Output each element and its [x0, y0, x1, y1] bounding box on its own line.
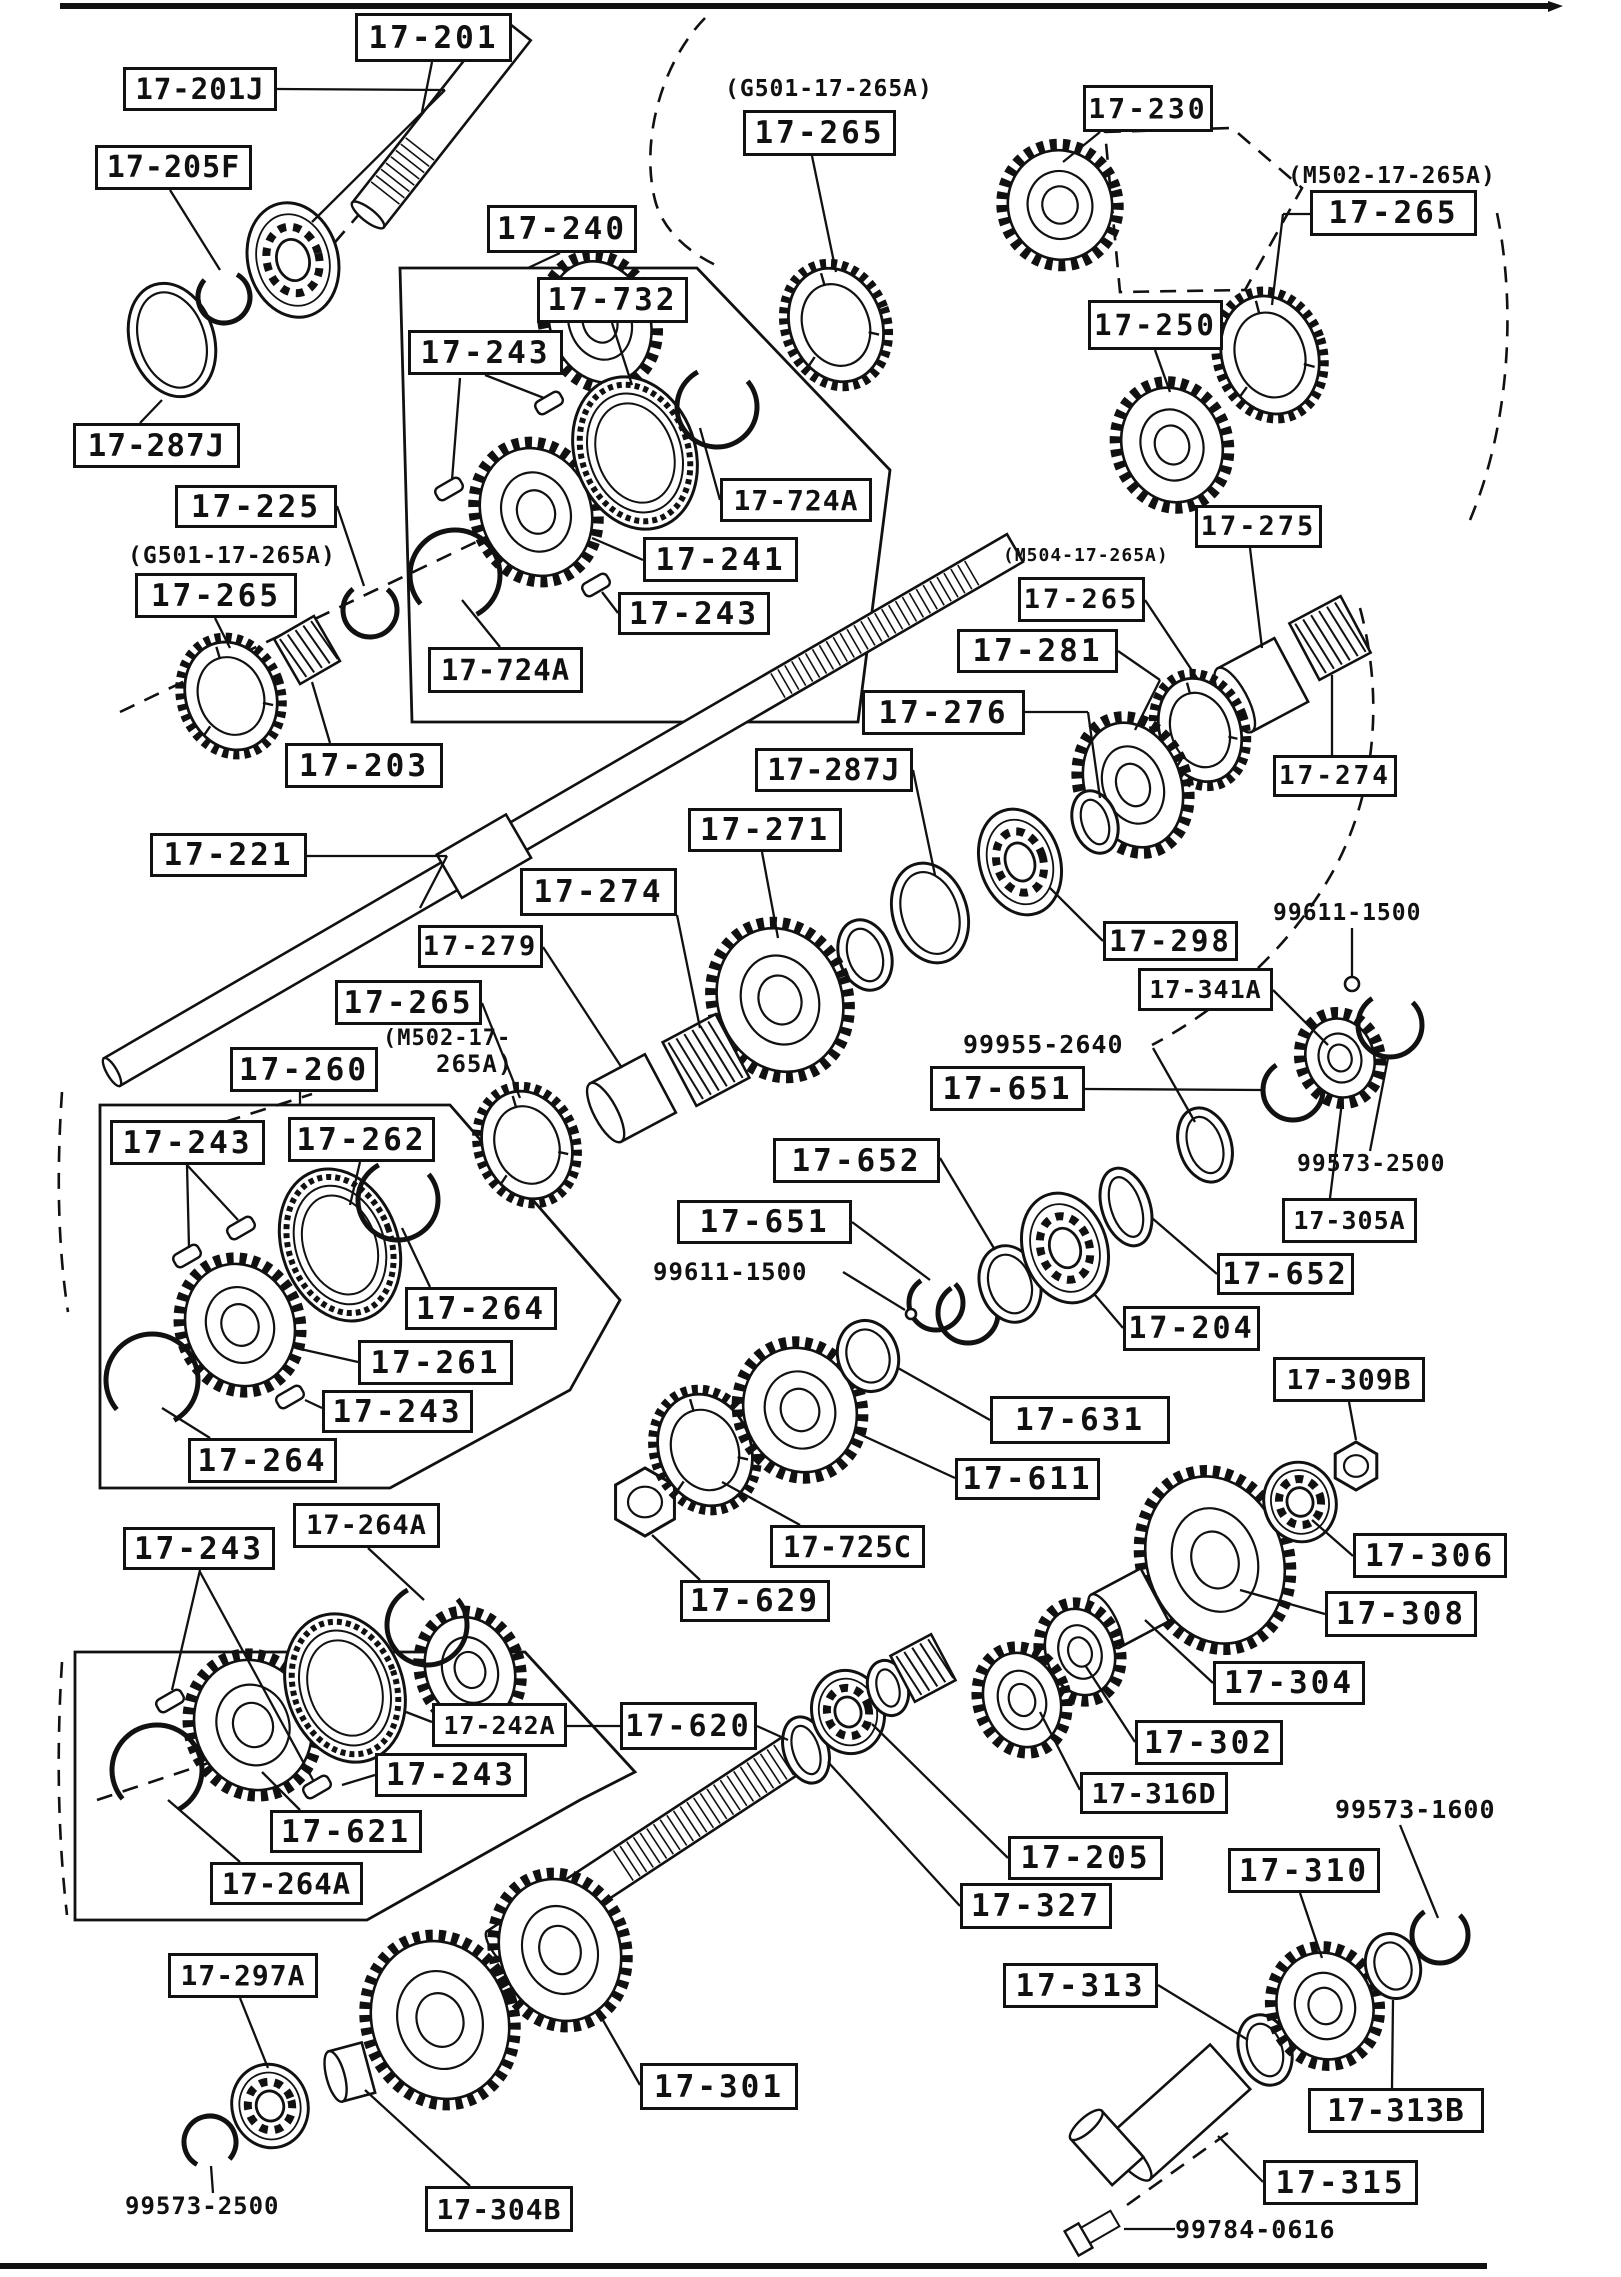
part-number-label: 17-262	[288, 1117, 435, 1162]
key-illustration	[301, 1774, 332, 1800]
part-number-label: 17-265	[335, 980, 482, 1025]
part-ref-caption: 99955-2640	[963, 1029, 1124, 1059]
part-number-label: 17-271	[688, 808, 842, 852]
part-number-label: 17-631	[990, 1396, 1170, 1444]
part-number-label: 17-241	[643, 537, 798, 582]
part-number-label: 17-243	[375, 1753, 527, 1797]
bolt-illustration	[1065, 2206, 1122, 2255]
part-number-label: 17-243	[408, 330, 563, 375]
part-number-label: 17-250	[1088, 300, 1223, 350]
part-number-label: 17-274	[520, 868, 677, 916]
ring-illustration	[114, 272, 230, 408]
part-number-label: 17-305A	[1282, 1198, 1417, 1243]
part-number-label: 17-304	[1213, 1661, 1365, 1705]
synchro-illustration	[460, 1072, 593, 1218]
part-number-label: 17-274	[1273, 755, 1397, 797]
part-number-label: 17-264A	[293, 1503, 440, 1548]
part-number-label: 17-652	[1217, 1253, 1354, 1295]
part-number-label: 17-306	[1353, 1533, 1507, 1578]
part-number-label: 17-260	[230, 1047, 378, 1092]
part-ref-caption: (G501-17-265A)	[725, 76, 933, 102]
part-number-label: 17-265	[135, 573, 297, 618]
part-number-label: 17-620	[620, 1702, 757, 1750]
key-illustration	[154, 1688, 185, 1714]
bearing-illustration	[965, 798, 1074, 925]
part-number-label: 17-651	[930, 1066, 1085, 1111]
ball-illustration	[1345, 977, 1359, 991]
part-ref-caption: 265A)	[436, 1050, 514, 1078]
gear-illustration	[988, 131, 1132, 279]
bearing-illustration	[235, 192, 352, 327]
part-ref-caption: (M502-17-265A)	[1288, 163, 1496, 189]
nut-illustration	[1335, 1442, 1377, 1490]
part-number-label: 17-304B	[425, 2186, 573, 2232]
key-illustration	[274, 1384, 305, 1410]
part-number-label: 17-621	[270, 1810, 422, 1853]
part-number-label: 17-243	[123, 1527, 275, 1570]
part-number-label: 17-243	[618, 592, 770, 635]
part-number-label: 17-315	[1263, 2160, 1418, 2205]
part-number-label: 17-327	[960, 1883, 1112, 1929]
part-number-label: 17-264A	[210, 1862, 363, 1905]
part-number-label: 17-205F	[95, 145, 252, 190]
part-number-label: 17-240	[487, 205, 637, 253]
part-number-label: 17-287J	[73, 423, 240, 468]
cage-illustration	[1289, 596, 1370, 680]
part-number-label: 17-265	[743, 110, 896, 156]
part-number-label: 17-281	[957, 629, 1118, 673]
part-number-label: 17-287J	[755, 748, 913, 792]
part-number-label: 17-201J	[123, 67, 277, 111]
part-ref-caption: 99573-2500	[125, 2192, 280, 2220]
part-ref-caption: 99611-1500	[653, 1257, 808, 1286]
part-number-label: 17-302	[1135, 1720, 1283, 1765]
nut-illustration	[616, 1468, 675, 1536]
part-number-label: 17-652	[773, 1138, 940, 1183]
gear-illustration	[1288, 1002, 1393, 1114]
key-illustration	[433, 476, 464, 502]
part-number-label: 17-313	[1003, 1963, 1158, 2008]
part-number-label: 17-265	[1018, 577, 1145, 622]
ring-illustration	[1169, 1101, 1242, 1189]
key-illustration	[533, 390, 564, 416]
part-number-label: 17-264	[405, 1287, 557, 1330]
part-ref-caption: 99573-1600	[1335, 1794, 1496, 1824]
part-number-label: 17-243	[322, 1390, 473, 1433]
key-illustration	[171, 1243, 202, 1269]
snap-illustration	[898, 1265, 974, 1341]
part-number-label: 17-275	[1195, 505, 1322, 548]
part-number-label: 17-230	[1083, 85, 1213, 132]
part-number-label: 17-261	[358, 1340, 513, 1385]
part-number-label: 17-221	[150, 833, 307, 877]
part-ref-caption: 99784-0616	[1175, 2214, 1336, 2244]
cage-illustration	[274, 616, 340, 684]
part-number-label: 17-732	[537, 277, 688, 323]
part-number-label: 17-301	[640, 2063, 798, 2110]
part-number-label: 17-651	[677, 1200, 852, 1244]
gear-illustration	[1099, 367, 1245, 523]
part-number-label: 17-242A	[432, 1703, 567, 1747]
part-number-label: 17-279	[418, 925, 543, 968]
part-number-label: 17-316D	[1080, 1772, 1228, 1814]
part-ref-caption: 99611-1500	[1273, 900, 1422, 926]
part-number-label: 17-205	[1008, 1836, 1163, 1880]
ring-illustration	[879, 853, 981, 973]
part-number-label: 17-725C	[770, 1525, 925, 1568]
part-ref-caption: (M504-17-265A)	[1003, 544, 1169, 566]
part-number-label: 17-724A	[428, 647, 583, 693]
part-ref-caption: (M502-17-	[383, 1025, 512, 1051]
part-number-label: 17-264	[188, 1438, 337, 1483]
part-number-label: 17-313B	[1308, 2088, 1484, 2133]
part-number-label: 17-308	[1325, 1591, 1477, 1637]
part-ref-caption: (G501-17-265A)	[128, 543, 336, 569]
part-number-label: 17-611	[955, 1458, 1100, 1500]
part-number-label: 17-309B	[1273, 1357, 1425, 1402]
part-number-label: 17-243	[110, 1120, 265, 1165]
part-number-label: 17-203	[285, 743, 443, 788]
part-number-label: 17-204	[1123, 1306, 1260, 1351]
cyl-illustration	[580, 1054, 676, 1147]
part-number-label: 17-724A	[720, 478, 872, 522]
part-number-label: 17-276	[862, 690, 1025, 735]
part-number-label: 17-298	[1103, 921, 1238, 961]
part-number-label: 17-310	[1228, 1848, 1380, 1893]
part-number-label: 17-629	[680, 1580, 830, 1622]
part-ref-caption: 99573-2500	[1297, 1151, 1446, 1177]
part-number-label: 17-297A	[168, 1953, 318, 1998]
cyl-illustration	[320, 2042, 375, 2103]
key-illustration	[580, 572, 611, 598]
ball-illustration	[906, 1309, 916, 1319]
part-number-label: 17-265	[1310, 190, 1477, 236]
part-number-label: 17-341A	[1138, 968, 1273, 1011]
key-illustration	[225, 1215, 256, 1241]
snap-illustration	[332, 572, 408, 648]
part-number-label: 17-225	[175, 485, 337, 528]
part-number-label: 17-201	[355, 13, 512, 62]
